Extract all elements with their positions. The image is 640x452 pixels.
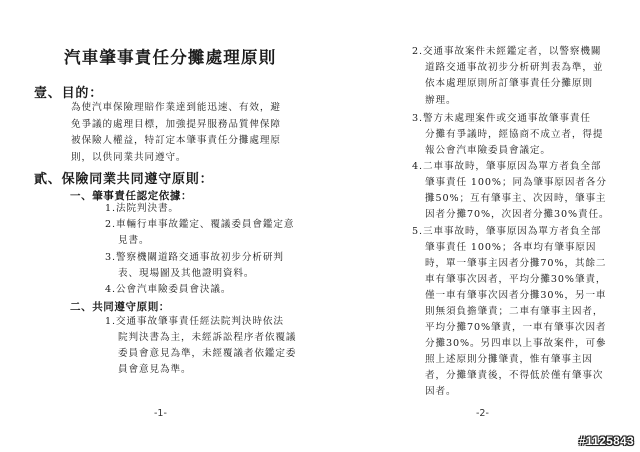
page-right (320, 0, 640, 452)
section-purpose-heading: 壹、目的： (34, 86, 104, 101)
item-text: 警察機關道路交通事故初步分析研判 (115, 252, 284, 263)
item-text: 警方未處理案件或交通事故肇事責任 (422, 113, 591, 124)
item-number: 5. (412, 226, 423, 237)
text-line: 被保險人權益，特訂定本肇事責任分攤處理原 (71, 135, 281, 147)
item-text: 交通事故肇事責任經法院判決時依法 (115, 316, 284, 327)
rule-item-3-cont: 分攤有爭議時，經協商不成立者，得提 (425, 129, 604, 140)
text-line: 則，以供同業共同遵守。 (71, 151, 187, 163)
item-number: 2. (105, 219, 116, 230)
watermark-id: #1125843 (578, 434, 634, 448)
rule-item-2-cont: 依本處理原則所訂肇事責任分攤原則 (425, 78, 593, 89)
rule-item-3-cont: 報公會汽車險委員會議定。 (425, 145, 551, 156)
rule-item-5-cont: 分攤30%。另四車以上事故案件，可參 (425, 338, 607, 349)
rule-item-2-cont: 道路交通事故初步分析研判表為準，並 (425, 62, 604, 73)
rule-item-5-cont: 則無須負擔肇責；二車有肇事主因者， (425, 306, 604, 317)
rule-item-5-cont: 肇事責任 100%；各車均有肇事原因 (425, 242, 597, 253)
rule-item-4-cont: 肇事責任 100%；同為肇事原因者各分 (425, 177, 607, 188)
rule-item-5-cont: 者，分攤肇責後，不得低於僅有肇事次 (425, 370, 604, 381)
common-item-1-cont: 委員會意見為準，未經覆議者依鑑定委 (118, 348, 297, 359)
basis-item-3 (105, 250, 284, 267)
rule-item-2 (412, 44, 601, 61)
rule-item-4-cont: 因者分攤70%，次因者分攤30%責任。 (425, 209, 610, 220)
text-line: 免爭議的處理目標，加強提昇服務品質俾保障 (71, 118, 281, 130)
rule-item-5 (412, 224, 601, 241)
text-line: 為使汽車保險理賠作業達到能迅速、有效，避 (71, 102, 281, 113)
item-text: 法院判決書。 (115, 203, 179, 214)
basis-item-2-cont: 見書。 (118, 235, 150, 246)
document-title: 汽車肇事責任分攤處理原則 (64, 48, 277, 67)
rule-item-4 (412, 159, 601, 176)
item-number: 3. (105, 252, 116, 263)
item-number: 3. (412, 113, 423, 124)
item-text: 公會汽車險委員會決議。 (115, 284, 232, 295)
section-purpose-body (71, 100, 281, 166)
rule-item-3 (412, 111, 591, 128)
item-text: 三車事故時，肇事原因為單方者負全部 (422, 226, 602, 237)
rule-item-5-cont: 車有肇事次因者，平均分攤30%肇責， (425, 274, 607, 285)
rule-item-5-cont: 因者。 (425, 386, 457, 397)
rule-item-4-cont: 攤50%；互有肇事主、次因時，肇事主 (425, 193, 607, 204)
page-number: -2- (476, 408, 489, 419)
item-text: 交通事故案件未經鑑定者，以警察機關 (422, 46, 602, 57)
item-number: 1. (105, 203, 116, 214)
rule-item-5-cont: 平均分攤70%肇責，一車有肇事次因者 (425, 322, 607, 333)
item-text: 車輛行車事故鑑定、覆議委員會鑑定意 (115, 219, 295, 230)
common-item-1-cont: 院判決書為主，未經訴訟程序者依覆議 (118, 332, 297, 343)
rule-item-5-cont: 時，單一肇事主因者分攤70%，其餘二 (425, 258, 607, 269)
item-text: 二車事故時，肇事原因為單方者負全部 (422, 161, 602, 172)
rule-item-5-cont: 照上述原則分攤肇責，惟有肇事主因 (425, 354, 593, 365)
rule-item-2-cont: 辦理。 (425, 95, 457, 106)
basis-item-4 (105, 282, 231, 299)
subsection-common-heading: 二、共同遵守原則： (70, 301, 170, 313)
section-principles-heading: 貳、保險同業共同遵守原則： (34, 172, 214, 187)
basis-item-3-cont: 表、現場圖及其他證明資料。 (118, 268, 255, 279)
basis-item-2 (105, 217, 294, 234)
page-number: -1- (154, 408, 167, 419)
rule-item-5-cont: 僅一車有肇事次因者分攤30%，另一車 (425, 290, 607, 301)
item-number: 4. (105, 284, 116, 295)
item-number: 4. (412, 161, 423, 172)
common-item-1 (105, 314, 284, 331)
common-item-1-cont: 員會意見為準。 (118, 364, 192, 375)
item-number: 1. (105, 316, 116, 327)
basis-item-1 (105, 201, 179, 218)
subsection-basis-heading: 一、肇事責任認定依據： (70, 190, 193, 202)
item-number: 2. (412, 46, 423, 57)
